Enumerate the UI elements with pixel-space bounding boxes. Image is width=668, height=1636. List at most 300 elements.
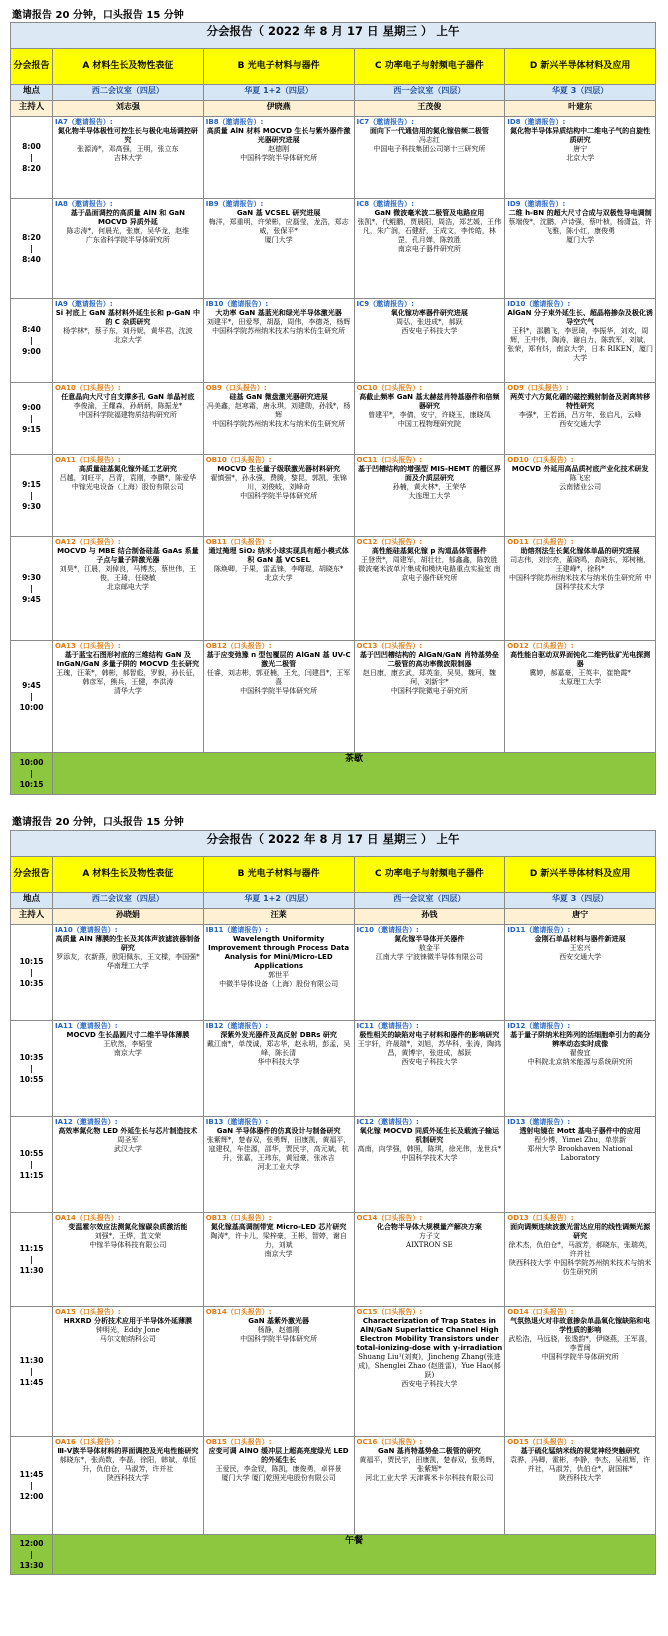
location-cell: 西一会议室（四层） xyxy=(354,85,505,101)
location-cell: 西二会议室（四层） xyxy=(53,85,204,101)
time-slot: 11:45 | 12:00 xyxy=(11,1437,53,1535)
talk-title: 氮化镓半导体开关器件 xyxy=(394,934,465,943)
talk-authors: 陈焕卿，于果，雷孟铼，李曙琨，胡晓东* xyxy=(213,564,344,573)
talk-cell xyxy=(53,455,204,537)
time-slot: 8:20 | 8:40 xyxy=(11,199,53,299)
talk-org: 厦门大学 xyxy=(566,235,595,244)
talk-authors: 张源涛*，邓高强，王明，张立东 xyxy=(77,144,179,153)
chair-cell: 伊晓燕 xyxy=(203,101,354,117)
chair-cell: 唐宁 xyxy=(505,909,656,925)
track-header: D 新兴半导体材料及应用 xyxy=(505,49,656,85)
talk-code: IC11（邀请报告）: xyxy=(356,1022,419,1030)
talk-title: 高质量硅基氮化镓外延工艺研究 xyxy=(78,464,177,473)
talk-authors: 黄福平，贾民宇，田康凯，楚春双，张勇辉，张紫辉* xyxy=(359,1455,500,1473)
talk-cell xyxy=(203,641,354,753)
talk-title: 基于量子阱纳米柱阵列的活细胞牵引力的高分辨率动态实时成像 xyxy=(510,1030,651,1048)
talk-cell xyxy=(53,299,204,383)
talk-title: 高性能硅基氮化镓 p 沟道晶体管器件 xyxy=(371,546,487,555)
talk-authors: 敖金平 xyxy=(418,943,440,952)
talk-authors: 任睿，刘志彬，郭亚楠，王允，闫建昌*，王军喜 xyxy=(206,668,351,686)
talk-title: 二维 h-BN 的超大尺寸合成与双极性导电调制 xyxy=(508,208,652,217)
talk-org: 河北工业大学 天津赛米卡尔科技有限公司 xyxy=(365,1473,494,1482)
talk-title: 变温霍尔效应法测氮化镓碳杂质激活能 xyxy=(68,1222,188,1231)
talk-org: 广东省科学院半导体研究所 xyxy=(85,235,170,244)
talk-code: IB13（邀请报告）: xyxy=(205,1118,269,1126)
talk-code: IA10（邀请报告）: xyxy=(55,926,118,934)
talk-authors: Shuang Liu¹(刘爽)，Jincheng Zhang(张进成)，Shenglei Zhao (赵胜雷)，Yue Hao(郝跃) xyxy=(358,1352,501,1379)
talk-code: OB12（口头报告）: xyxy=(205,642,272,650)
talk-org: 中镓光电设备（上海）股份有限公司 xyxy=(71,482,184,491)
talk-cell xyxy=(505,1021,656,1117)
talk-cell xyxy=(203,455,354,537)
talk-authors: 周弘，张进成*，郝跃 xyxy=(396,317,463,326)
talk-code: ID9（邀请报告）: xyxy=(507,200,566,208)
talk-code: OC14（口头报告）: xyxy=(356,1214,423,1222)
session-label: 分会报告 xyxy=(11,857,53,893)
talk-org: 北京大学 xyxy=(264,573,293,582)
talk-authors: 翟俊宜 xyxy=(569,1048,591,1057)
session-label: 分会报告 xyxy=(11,49,53,85)
note-top: 邀请报告 20 分钟，口头报告 15 分钟 xyxy=(12,10,184,21)
talk-org: 中镓半导体科技有限公司 xyxy=(89,1240,167,1249)
talk-code: OA11（口头报告）: xyxy=(55,456,121,464)
talk-title: 气氛热退火对非故意掺杂单晶氧化镓缺陷和电学性质的影响 xyxy=(510,1316,651,1334)
talk-cell xyxy=(354,925,505,1021)
chair-label: 主持人 xyxy=(11,101,53,117)
talk-authors: 王登贵*，周建军，胡壮壮，郁鑫鑫，陈敦胜 xyxy=(361,555,498,564)
talk-org: 中微半导体设备（上海）股份有限公司 xyxy=(219,979,339,988)
talk-authors: 方子文 xyxy=(418,1231,440,1240)
talk-title: MOCVD 外延用高品质衬底产业化技术研发 xyxy=(511,464,649,473)
talk-authors: 刘建平*，田爱琴，胡磊，周伟，李德尧，杨辉 xyxy=(206,317,351,326)
time-slot: 8:40 | 9:00 xyxy=(11,299,53,383)
talk-authors: 杨学林*，蔡子东，刘丹妮，黄华君，沈波 xyxy=(63,326,193,335)
talk-cell xyxy=(505,199,656,299)
session-title: 分会报告（ 2022 年 8 月 17 日 星期三 ） 上午 xyxy=(11,831,656,857)
time-slot: 10:55 | 11:15 xyxy=(11,1117,53,1213)
talk-cell xyxy=(203,537,354,641)
time-slot: 9:30 | 9:45 xyxy=(11,537,53,641)
talk-code: OD15（口头报告）: xyxy=(507,1438,574,1446)
talk-cell xyxy=(203,117,354,199)
talk-code: IC12（邀请报告）: xyxy=(356,1118,419,1126)
track-header: B 光电子材料与器件 xyxy=(203,49,354,85)
talk-title: GaN 半导体器件的仿真设计与制备研究 xyxy=(216,1126,341,1135)
track-header: A 材料生长及物性表征 xyxy=(53,857,204,893)
time-slot: 10:15 | 10:35 xyxy=(11,925,53,1021)
talk-cell xyxy=(354,537,505,641)
talk-org: 陕西科技大学 xyxy=(106,1473,149,1482)
talk-authors: 刘昊*，江晨，刘倬良，马博杰，蔡世伟，王俊，王琦，任晓敏 xyxy=(59,564,197,582)
track-header: D 新兴半导体材料及应用 xyxy=(505,857,656,893)
talk-code: ID12（邀请报告）: xyxy=(507,1022,571,1030)
chair-cell: 汪莱 xyxy=(203,909,354,925)
talk-title: 高效率氮化物 LED 外延生长与芯片制造技术 xyxy=(58,1126,198,1135)
talk-org: 中国科学院半导体研究所 xyxy=(240,686,318,695)
talk-code: OB11（口头报告）: xyxy=(205,538,272,546)
talk-authors: 吕越，刘旺平，吕青，袁刚，李鹏*，陈爱华 xyxy=(59,473,197,482)
talk-title: 化合物半导体大规模量产解决方案 xyxy=(376,1222,482,1231)
break-label: 茶歇 xyxy=(53,753,656,795)
talk-title: 极性相关的缺陷对电子材料和器件的影响研究 xyxy=(359,1030,500,1039)
talk-org: 中国科学院微电子研究所 xyxy=(390,686,468,695)
talk-cell xyxy=(53,117,204,199)
talk-code: OA16（口头报告）: xyxy=(55,1438,121,1446)
talk-code: OC12（口头报告）: xyxy=(356,538,423,546)
time-slot: 10:35 | 10:55 xyxy=(11,1021,53,1117)
talk-cell xyxy=(354,455,505,537)
talk-code: OA15（口头报告）: xyxy=(55,1308,121,1316)
talk-authors: 王科*，邵鹏飞，李思琦，李振华，刘欢，周辉，王中伟，陶涛，谢自力，陈敦军，刘斌，张荣，郑有炓，南京大学，日本 RIKEN，厦门大学 xyxy=(507,326,653,362)
talk-code: IC7（邀请报告）: xyxy=(356,118,414,126)
talk-cell xyxy=(203,1213,354,1307)
talk-code: OB10（口头报告）: xyxy=(205,456,272,464)
talk-title: 基于凹槽结构的增强型 MIS-HEMT 的栅区界面及介质层研究 xyxy=(357,464,501,482)
location-cell: 西一会议室（四层） xyxy=(354,893,505,909)
talk-org: 北京大学 xyxy=(566,153,595,162)
talk-authors: 冀婷，郝嘉豪，王英丰，崔艳霞* xyxy=(529,668,631,677)
time-slot: 9:45 | 10:00 xyxy=(11,641,53,753)
talk-title: 深紫外发光器件及高反射 DBRs 研究 xyxy=(220,1030,337,1039)
talk-cell xyxy=(354,1437,505,1535)
talk-authors: 曾建平*，李倩，安宁，许晓玉，康晓凤 xyxy=(368,410,491,419)
talk-authors: 司志伟，刘宗亮，董晓鸣，高晓东，郑树楠，王建峰*，徐科* xyxy=(510,555,651,573)
talk-title: 高截止频率 GaN 基太赫兹肖特基器件和倍频器研究 xyxy=(359,392,500,410)
talk-authors: 梅洋，郑重明，许荣彬，应磊莹，龙浩，郑志威，张保平* xyxy=(208,217,349,235)
talk-title: 通过掩埋 SiO₂ 纳米小球实现具有超小模式体积 GaN 基 VCSEL xyxy=(208,546,349,564)
talk-code: OB15（口头报告）: xyxy=(205,1438,272,1446)
talk-cell xyxy=(203,1021,354,1117)
talk-title: 面向下一代通信用的氮化镓倍频二极管 xyxy=(369,126,489,135)
talk-cell xyxy=(53,1021,204,1117)
break-label: 午餐 xyxy=(53,1535,656,1575)
time-slot: 8:00 | 8:20 xyxy=(11,117,53,199)
chair-cell: 刘志强 xyxy=(53,101,204,117)
talk-title: Characterization of Trap States in AlN/GaN Superlattice Channel High Electron Mobility Transistors under total-ionizing-dose with γ-irradiation xyxy=(356,1316,503,1352)
talk-cell xyxy=(53,1117,204,1213)
talk-cell xyxy=(505,455,656,537)
talk-title: 应变可调 AlNO 缓冲层上超高亮度绿光 LED 的外延生长 xyxy=(208,1446,349,1464)
talk-authors: 张紫辉*，楚春双，张勇辉，田康凯，黄福平，寇建权，车佳源，邵华，贾民宇，高元斌，杭升，张嘉，王玮东，黄冠豪，张冰吉 xyxy=(206,1135,351,1162)
talk-authors: 孙楠，黄火林*，王荣华 xyxy=(392,482,467,491)
talk-cell xyxy=(505,1437,656,1535)
talk-authors: 戴江南*，单茂诚，郑志华，赵永明，彭孟，吴峰，陈长清 xyxy=(206,1039,351,1057)
location-cell: 华夏 1+2（四层） xyxy=(203,893,354,909)
talk-org: 中国科学院苏州纳米技术与纳米仿生研究所 中国科学技术大学 xyxy=(509,573,652,591)
talk-code: IA12（邀请报告）: xyxy=(55,1118,118,1126)
talk-authors: 赵日康，康玄武，郑英奎，吴昊，魏珂，魏珂，刘新宇* xyxy=(362,668,496,686)
talk-title: 高质量 AlN 材料 MOCVD 生长与紫外器件激光器研究进展 xyxy=(206,126,351,144)
talk-cell xyxy=(354,1213,505,1307)
talk-org: 中国科学院半导体研究所 xyxy=(240,1334,318,1343)
talk-org: 北京邮电大学 xyxy=(106,582,149,591)
talk-org: 武汉大学 xyxy=(113,1144,142,1153)
talk-cell xyxy=(505,925,656,1021)
talk-cell xyxy=(203,299,354,383)
talk-title: Ⅲ-Ⅴ族半导体材料的界面调控及光电性能研究 xyxy=(57,1446,199,1455)
talk-cell xyxy=(354,1307,505,1437)
talk-authors: 袁骅，冯卿，霍彬，李静，李杰，吴祖辉，许并社，马淑芳，仇伯仓*，尉国栋* xyxy=(510,1455,651,1473)
talk-title: AlGaN 分子束外延生长、超晶格掺杂及极化诱导空穴气 xyxy=(507,308,653,326)
talk-cell xyxy=(53,199,204,299)
talk-code: ID10（邀请报告）: xyxy=(507,300,571,308)
talk-org: 郑州大学 Brookhaven National Laboratory xyxy=(527,1144,633,1162)
talk-cell xyxy=(203,199,354,299)
talk-title: 基于晶面调控的高质量 AlN 和 GaN MOCVD 异质外延 xyxy=(70,208,186,226)
talk-title: GaN 基 VCSEL 研究进展 xyxy=(236,208,321,217)
schedule-table-2 xyxy=(10,830,656,1575)
talk-title: 硅基 GaN 微盘激光器研究进展 xyxy=(229,392,328,401)
talk-code: OA13（口头报告）: xyxy=(55,642,121,650)
talk-org: 河北工业大学 xyxy=(257,1162,300,1171)
talk-authors: 程少博，Yimei Zhu，单崇新 xyxy=(534,1135,627,1144)
talk-org: 中国科学院半导体研究所 xyxy=(240,491,318,500)
talk-org: 华中科技大学 xyxy=(257,1057,300,1066)
talk-title: 面向调频连续波激光雷达应用的线性调频光源研究 xyxy=(510,1222,651,1240)
talk-cell xyxy=(53,1307,204,1437)
talk-org: 大连理工大学 xyxy=(408,491,451,500)
talk-authors: 郭世平 xyxy=(268,970,290,979)
talk-title: 基于应变弛豫 n 型包覆层的 AlGaN 基 UV-C 激光二极管 xyxy=(206,650,351,668)
talk-code: OC13（口头报告）: xyxy=(356,642,423,650)
talk-cell xyxy=(203,925,354,1021)
talk-title: 助熔剂法生长氮化镓体单晶的研究进展 xyxy=(520,546,640,555)
talk-cell xyxy=(354,1021,505,1117)
talk-org: 清华大学 xyxy=(113,686,142,695)
talk-code: IB10（邀请报告）: xyxy=(205,300,269,308)
talk-org: 厦门大学 xyxy=(264,235,293,244)
talk-authors: 杨静，赵德刚 xyxy=(257,1325,300,1334)
talk-title: 氮化镓基高调制带宽 Micro-LED 芯片研究 xyxy=(210,1222,347,1231)
talk-org: 南京大学 xyxy=(113,1048,142,1057)
talk-code: ID11（邀请报告）: xyxy=(507,926,571,934)
talk-code: IB9（邀请报告）: xyxy=(205,200,264,208)
talk-code: OD12（口头报告）: xyxy=(507,642,574,650)
talk-cell xyxy=(53,537,204,641)
location-cell: 华夏 3（四层） xyxy=(505,893,656,909)
talk-code: OA10（口头报告）: xyxy=(55,384,121,392)
talk-org: 西安电子科技大学 xyxy=(401,326,458,335)
chair-label: 主持人 xyxy=(11,909,53,925)
location-cell: 华夏 3（四层） xyxy=(505,85,656,101)
talk-code: ID8（邀请报告）: xyxy=(507,118,566,126)
talk-authors: 陈志涛*，何晨光，张康，吴华龙，赵维 xyxy=(66,226,190,235)
talk-cell xyxy=(354,641,505,753)
time-slot: 11:30 | 11:45 xyxy=(11,1307,53,1437)
talk-title: Wavelength Uniformity Improvement through Process Data Analysis for Mini/Micro-LED Applications xyxy=(208,934,350,970)
track-header: C 功率电子与射频电子器件 xyxy=(354,857,505,893)
talk-authors: 赵德刚 xyxy=(268,144,290,153)
talk-title: GaN 基肖特基势垒二极管的研究 xyxy=(377,1446,481,1455)
talk-authors: 王瑰，汪莱*，韩彬，郝智彪，罗毅，孙长征，韩彦军，熊兵，王健，李洪涛 xyxy=(56,668,200,686)
talk-title: MOCVD 生长量子级联激光器材料研究 xyxy=(217,464,340,473)
track-header: A 材料生长及物性表征 xyxy=(53,49,204,85)
talk-cell xyxy=(505,1307,656,1437)
time-slot: 11:15 | 11:30 xyxy=(11,1213,53,1307)
talk-title: MOCVD 与 MBE 结合制备硅基 GaAs 系量子点与量子阱激光器 xyxy=(57,546,199,564)
talk-authors: 罗添友，衣新燕，欧阳佩东，王文樑，李国强* xyxy=(56,952,200,961)
talk-authors: 王宇轩，许晟瑞*，刘旭，苏华科，张涛，陶鸿昌，黄博宇，张进成，郝跃 xyxy=(357,1039,502,1057)
talk-org: 吉林大学 xyxy=(113,153,142,162)
talk-authors: 王欣然，李韬莹 xyxy=(103,1039,153,1048)
talk-code: OD10（口头报告）: xyxy=(507,456,574,464)
talk-authors: 张凯*，代鲲鹏，贾晨阳，周浩，郑艺媛，王伟凡，朱广润，石健舒，王成文，李传皓，林罡，孔月婵，陈敦胜 xyxy=(357,217,502,244)
talk-authors: 周圣军 xyxy=(117,1135,139,1144)
talk-authors: 高南，向学强，韩照，陈琪，徐光伟，龙世兵* xyxy=(357,1144,502,1153)
talk-code: IC8（邀请报告）: xyxy=(356,200,414,208)
talk-authors: 李强*，王若涵，吕方年，张启凡，云峰 xyxy=(518,410,642,419)
talk-title: 大功率 GaN 基蓝光和绿光半导体激光器 xyxy=(215,308,342,317)
talk-title: HRXRD 分析技术应用于半导体外延薄膜 xyxy=(63,1316,193,1325)
location-label: 地点 xyxy=(11,85,53,101)
talk-code: IA11（邀请报告）: xyxy=(55,1022,118,1030)
talk-org: 中国科学院半导体研究所 xyxy=(541,1352,619,1361)
talk-org: 西安电子科技大学 xyxy=(401,1379,458,1388)
talk-title: 任意晶向大尺寸自支撑多孔 GaN 单晶衬底 xyxy=(61,392,195,401)
location-cell: 华夏 1+2（四层） xyxy=(203,85,354,101)
talk-code: OB13（口头报告）: xyxy=(205,1214,272,1222)
talk-org: 云南锗业公司 xyxy=(559,482,602,491)
talk-cell xyxy=(505,641,656,753)
talk-cell xyxy=(203,1307,354,1437)
talk-code: OC10（口头报告）: xyxy=(356,384,423,392)
talk-cell xyxy=(505,383,656,455)
talk-cell xyxy=(505,1117,656,1213)
talk-authors: 徐术杰，仇伯仓*，马淑芳，郝晓东，张瑞英，许并社 xyxy=(508,1240,652,1258)
talk-title: 氧化镓功率器件研究进展 xyxy=(390,308,468,317)
talk-code: IA8（邀请报告）: xyxy=(55,200,113,208)
talk-authors: 刘强*，王烨，苴文荣 xyxy=(94,1231,162,1240)
talk-cell xyxy=(354,383,505,455)
talk-org: 中国科学院苏州纳米技术与纳米仿生研究所 xyxy=(212,326,346,335)
talk-org: 陕西科技大学 xyxy=(559,1473,602,1482)
talk-title: 基于凹凹槽结构的 AlGaN/GaN 肖特基势垒二极管的高功率微波限制器 xyxy=(359,650,499,668)
chair-cell: 孙晓娟 xyxy=(53,909,204,925)
chair-cell: 孙钱 xyxy=(354,909,505,925)
talk-code: OA14（口头报告）: xyxy=(55,1214,121,1222)
talk-title: 氮化物半导体异质结构中二维电子气的自旋性质研究 xyxy=(510,126,651,144)
break-time: 10:00 | 10:15 xyxy=(11,753,53,795)
talk-cell xyxy=(203,1437,354,1535)
talk-org: 厦门大学 厦门乾照光电股份有限公司 xyxy=(221,1473,336,1482)
talk-code: OD14（口头报告）: xyxy=(507,1308,574,1316)
talk-cell xyxy=(505,117,656,199)
talk-authors: 翟慎强*，孙永强，费腾，黎昆，郭凯，张锦川，刘俊岐，刘峰奇 xyxy=(210,473,347,491)
track-header: B 光电子材料与器件 xyxy=(203,857,354,893)
talk-org: 中国电子科技集团公司第十三研究所 xyxy=(373,144,486,153)
talk-org: AIXTRON SE xyxy=(406,1240,453,1249)
talk-title: GaN 微波毫米波二极管及电路应用 xyxy=(374,208,485,217)
talk-cell xyxy=(53,1437,204,1535)
talk-title: GaN 基紫外激光器 xyxy=(248,1316,309,1325)
talk-cell xyxy=(505,299,656,383)
talk-cell xyxy=(53,925,204,1021)
talk-code: OC16（口头报告）: xyxy=(356,1438,423,1446)
talk-title: 氮化物半导体极性可控生长与极化电场调控研究 xyxy=(57,126,198,144)
talk-title: 金刚石单晶材料与器件新进展 xyxy=(534,934,626,943)
talk-code: OA12（口头报告）: xyxy=(55,538,121,546)
talk-org: 北京大学 xyxy=(113,335,142,344)
talk-authors: 蔡端俊*，沈鹏，卢诗强，蔡叶桢，杨潇益，许飞雅，陈小红，康俊勇 xyxy=(508,217,652,235)
talk-cell xyxy=(505,1213,656,1307)
talk-org: 陕西科技大学 中国科学院苏州纳米技术与纳米仿生研究所 xyxy=(509,1258,652,1276)
talk-org: 太原理工大学 xyxy=(559,677,602,686)
talk-code: OC15（口头报告）: xyxy=(356,1308,423,1316)
talk-org: 中国科学院福建物质结构研究所 xyxy=(78,410,177,419)
talk-authors: 王爱民，李金钗，陈凯，康俊勇，卓祥景 xyxy=(215,1464,342,1473)
talk-org: 中国科学技术大学 xyxy=(401,1153,458,1162)
talk-authors: 陈飞宏 xyxy=(569,473,591,482)
talk-title: 基于硫化锰纳米线的视觉神经突触研究 xyxy=(520,1446,640,1455)
talk-code: IA9（邀请报告）: xyxy=(55,300,113,308)
talk-org: 中国工程物理研究院 xyxy=(397,419,461,428)
talk-code: OD11（口头报告）: xyxy=(507,538,574,546)
time-slot: 9:15 | 9:30 xyxy=(11,455,53,537)
talk-cell xyxy=(505,537,656,641)
talk-code: OD9（口头报告）: xyxy=(507,384,569,392)
note-bottom: 邀请报告 20 分钟，口头报告 15 分钟 xyxy=(12,817,184,828)
location-label: 地点 xyxy=(11,893,53,909)
talk-title: 高性能自驱动双界面钝化二维钙钛矿光电探测器 xyxy=(510,650,651,668)
talk-title: 基于蓝宝石图形衬底的三维结构 GaN 及 InGaN/GaN 多量子阱的 MOCVD 生长研究 xyxy=(56,650,200,668)
talk-cell xyxy=(354,1117,505,1213)
talk-authors: 钟明光，Eddy Jone xyxy=(95,1325,160,1334)
talk-code: OD13（口头报告）: xyxy=(507,1214,574,1222)
talk-authors: 冯美鑫，赵寒霜，唐永琪，刘建勋，孙钱*，杨辉 xyxy=(206,401,351,419)
talk-cell xyxy=(53,383,204,455)
talk-cell xyxy=(354,117,505,199)
talk-org: 西安电子科技大学 xyxy=(401,1057,458,1066)
talk-cell xyxy=(354,199,505,299)
talk-code: IC9（邀请报告）: xyxy=(356,300,414,308)
talk-authors: 唐宁 xyxy=(573,144,588,153)
talk-title: MOCVD 生长晶圆尺寸二维半导体薄膜 xyxy=(66,1030,190,1039)
schedule-table-1 xyxy=(10,22,656,795)
talk-code: IB8（邀请报告）: xyxy=(205,118,264,126)
location-cell: 西二会议室（四层） xyxy=(53,893,204,909)
session-title: 分会报告（ 2022 年 8 月 17 日 星期三 ） 上午 xyxy=(11,23,656,49)
talk-org: 南京电子器件研究所 xyxy=(397,244,461,253)
talk-code: IA7（邀请报告）: xyxy=(55,118,113,126)
talk-title: 氧化镓 MOCVD 同质外延生长及载流子输运机制研究 xyxy=(359,1126,499,1144)
talk-authors: 陶涛*，许卡儿，梁梓豪，王彬，智婷，谢自力，刘斌 xyxy=(210,1231,347,1249)
talk-code: OB9（口头报告）: xyxy=(205,384,267,392)
talk-code: IB11（邀请报告）: xyxy=(205,926,269,934)
time-slot: 9:00 | 9:15 xyxy=(11,383,53,455)
talk-org: 马尔文帕纳科公司 xyxy=(99,1334,156,1343)
chair-cell: 王茂俊 xyxy=(354,101,505,117)
talk-org: 中国科学院苏州纳米技术与纳米仿生研究所 xyxy=(212,419,346,428)
chair-cell: 叶建东 xyxy=(505,101,656,117)
talk-org: 西安交通大学 xyxy=(559,952,602,961)
talk-code: IC10（邀请报告）: xyxy=(356,926,419,934)
talk-cell xyxy=(53,1213,204,1307)
talk-authors: 冯志红 xyxy=(418,135,440,144)
talk-org: 微波毫米波单片集成和模块电路重点实验室 南京电子器件研究所 xyxy=(358,564,501,582)
talk-code: ID13（邀请报告）: xyxy=(507,1118,571,1126)
talk-title: Si 衬底上 GaN 基材料外延生长和 p-GaN 中的 C 杂质研究 xyxy=(55,308,200,326)
talk-code: OB14（口头报告）: xyxy=(205,1308,272,1316)
talk-title: 透射电镜在 Mott 基电子器件中的应用 xyxy=(519,1126,641,1135)
talk-org: 中科院北京纳米能源与系统研究所 xyxy=(527,1057,633,1066)
talk-cell xyxy=(354,299,505,383)
talk-org: 江南大学 宁波铼微半导体有限公司 xyxy=(375,952,483,961)
talk-cell xyxy=(203,383,354,455)
talk-org: 中国科学院半导体研究所 xyxy=(240,153,318,162)
talk-authors: 李俊渝，王耀森，孙炳炳，陈振龙* xyxy=(73,401,183,410)
talk-code: OC11（口头报告）: xyxy=(356,456,423,464)
talk-org: 南京大学 xyxy=(264,1249,293,1258)
